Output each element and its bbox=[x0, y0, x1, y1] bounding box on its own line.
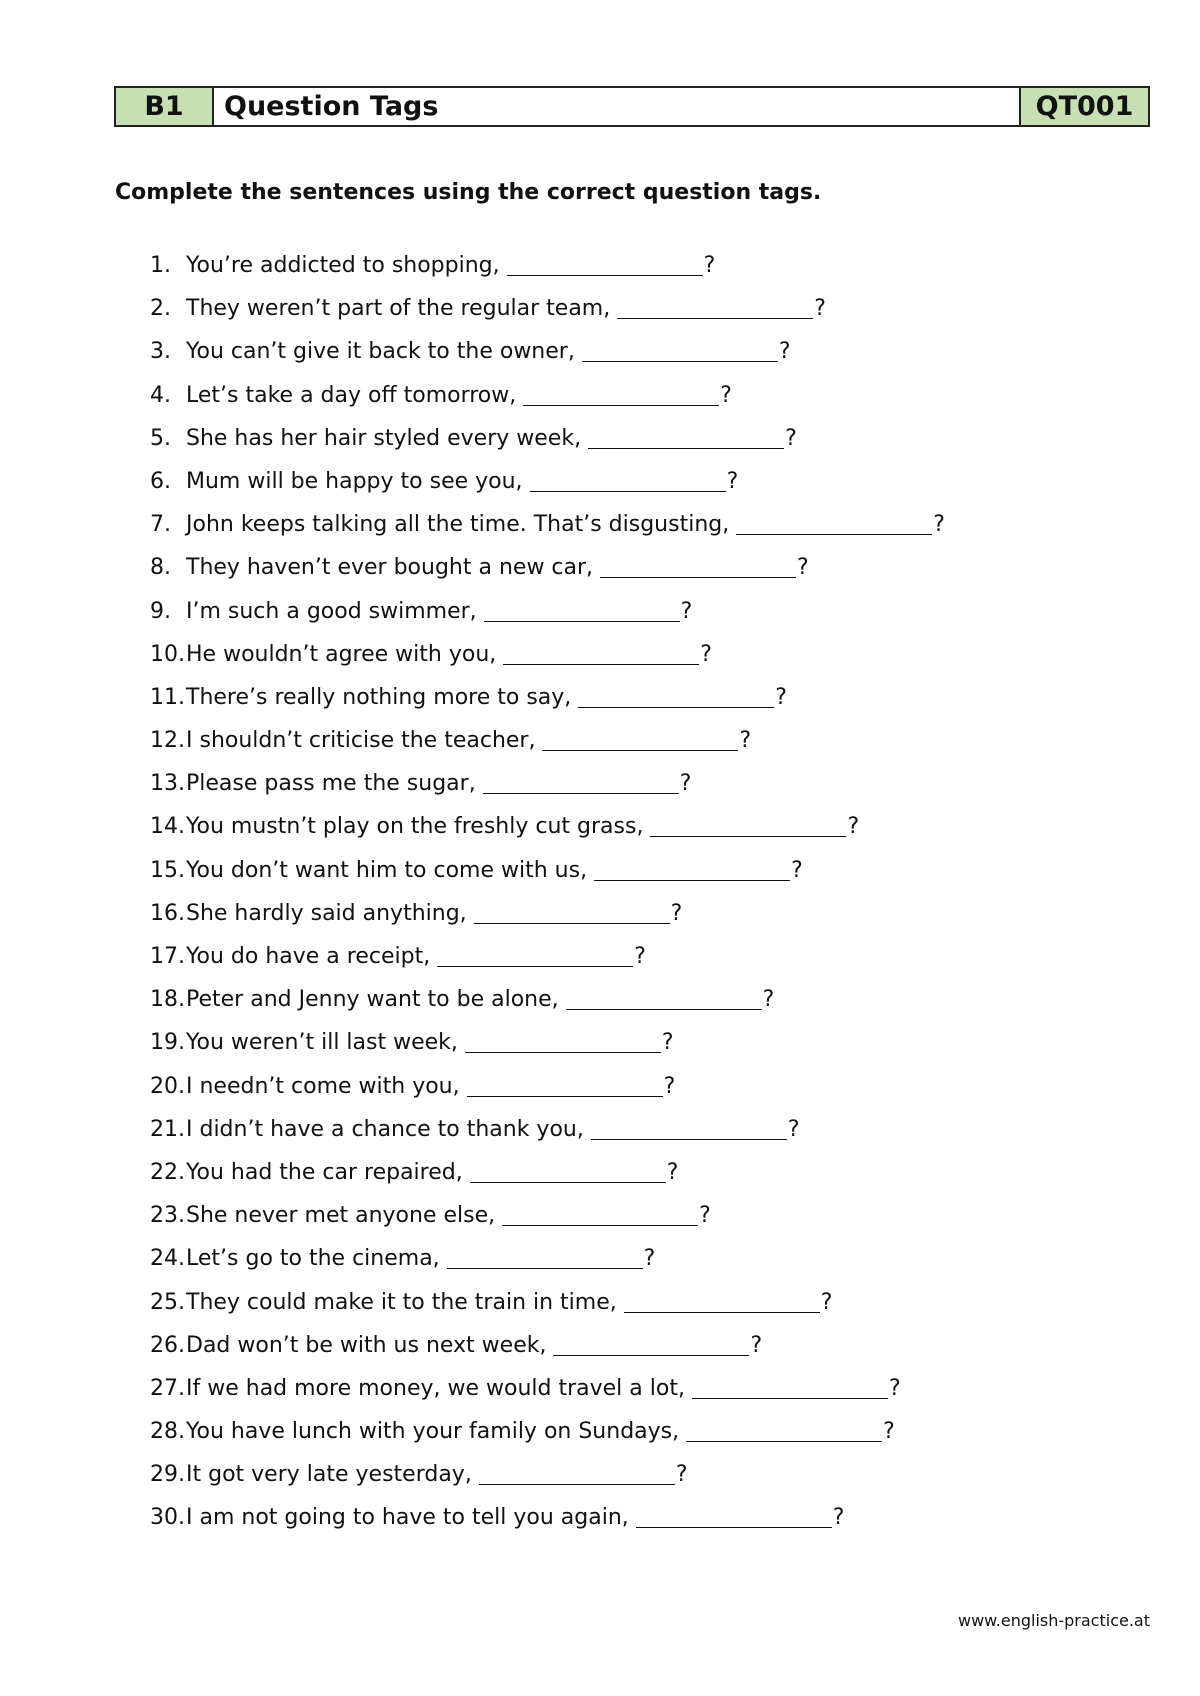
exercise-number: 21. bbox=[150, 1116, 185, 1142]
answer-blank[interactable] bbox=[470, 1164, 666, 1183]
exercise-number: 4. bbox=[150, 382, 171, 408]
exercise-number: 24. bbox=[150, 1246, 185, 1272]
question-mark: ? bbox=[785, 425, 797, 451]
exercise-item bbox=[150, 728, 945, 771]
exercise-number: 25. bbox=[150, 1289, 185, 1315]
answer-blank[interactable] bbox=[578, 689, 774, 708]
exercise-sentence: Let’s take a day off tomorrow, bbox=[186, 382, 517, 408]
exercise-sentence: I shouldn’t criticise the teacher, bbox=[186, 728, 536, 754]
exercise-item bbox=[150, 1333, 945, 1376]
worksheet-header bbox=[114, 86, 1150, 127]
exercise-item bbox=[150, 901, 945, 944]
question-mark: ? bbox=[778, 339, 791, 365]
exercise-item bbox=[150, 1246, 945, 1289]
exercise-item bbox=[150, 1462, 945, 1505]
answer-blank[interactable] bbox=[530, 473, 726, 492]
exercise-sentence: You weren’t ill last week, bbox=[186, 1030, 458, 1056]
instructions: Complete the sentences using the correct question tags. bbox=[115, 180, 822, 205]
answer-blank[interactable] bbox=[502, 1207, 698, 1226]
question-mark: ? bbox=[643, 1246, 656, 1272]
question-mark: ? bbox=[775, 684, 787, 710]
answer-blank[interactable] bbox=[588, 430, 784, 449]
exercise-item bbox=[150, 1074, 945, 1117]
exercise-item bbox=[150, 512, 945, 555]
answer-blank[interactable] bbox=[467, 1078, 663, 1097]
exercise-number: 8. bbox=[150, 555, 171, 581]
exercise-sentence: You have lunch with your family on Sundays, bbox=[186, 1419, 680, 1445]
answer-blank[interactable] bbox=[594, 862, 790, 881]
exercise-number: 7. bbox=[150, 512, 171, 538]
question-mark: ? bbox=[700, 641, 712, 667]
question-mark: ? bbox=[666, 1159, 679, 1185]
exercise-item bbox=[150, 1203, 945, 1246]
answer-blank[interactable] bbox=[523, 387, 719, 406]
exercise-number: 29. bbox=[150, 1462, 185, 1488]
exercise-sentence: You don’t want him to come with us, bbox=[186, 857, 588, 883]
exercise-item bbox=[150, 339, 945, 382]
worksheet-code: QT001 bbox=[1020, 87, 1149, 126]
exercise-sentence: They haven’t ever bought a new car, bbox=[186, 555, 594, 581]
exercise-number: 19. bbox=[150, 1030, 185, 1056]
question-mark: ? bbox=[634, 944, 646, 969]
answer-blank[interactable] bbox=[474, 905, 670, 924]
exercise-number: 11. bbox=[150, 684, 185, 710]
answer-blank[interactable] bbox=[447, 1250, 643, 1269]
question-mark: ? bbox=[750, 1332, 763, 1358]
exercise-sentence: She never met anyone else, bbox=[186, 1203, 496, 1229]
exercise-item bbox=[150, 858, 945, 901]
exercise-item bbox=[150, 814, 945, 857]
exercise-sentence: You mustn’t play on the freshly cut grass, bbox=[186, 814, 644, 840]
exercise-number: 12. bbox=[150, 728, 185, 754]
question-mark: ? bbox=[888, 1375, 901, 1401]
question-mark: ? bbox=[739, 728, 752, 754]
exercise-sentence: It got very late yesterday, bbox=[186, 1462, 472, 1488]
exercise-sentence: I needn’t come with you, bbox=[186, 1073, 460, 1099]
exercise-number: 15. bbox=[150, 857, 185, 883]
exercise-sentence: I am not going to have to tell you again, bbox=[186, 1505, 629, 1531]
exercise-sentence: He wouldn’t agree with you, bbox=[186, 641, 497, 667]
exercise-number: 28. bbox=[150, 1419, 185, 1445]
exercise-number: 13. bbox=[150, 771, 185, 797]
question-mark: ? bbox=[679, 771, 692, 797]
question-mark: ? bbox=[814, 296, 826, 322]
question-mark: ? bbox=[847, 814, 860, 840]
exercise-item bbox=[150, 469, 945, 512]
exercise-sentence: Peter and Jenny want to be alone, bbox=[186, 987, 559, 1013]
exercise-sentence: Mum will be happy to see you, bbox=[186, 468, 523, 494]
answer-blank[interactable] bbox=[483, 775, 679, 794]
exercise-sentence: I’m such a good swimmer, bbox=[186, 598, 477, 624]
exercise-number: 14. bbox=[150, 814, 185, 840]
exercise-number: 1. bbox=[150, 253, 171, 278]
exercise-item bbox=[150, 642, 945, 685]
question-mark: ? bbox=[675, 1462, 688, 1488]
exercise-sentence: She hardly said anything, bbox=[186, 900, 467, 926]
answer-blank[interactable] bbox=[479, 1466, 675, 1485]
exercise-item bbox=[150, 1030, 945, 1073]
exercise-item bbox=[150, 383, 945, 426]
exercise-number: 27. bbox=[150, 1375, 185, 1401]
exercise-sentence: She has her hair styled every week, bbox=[186, 425, 582, 451]
answer-blank[interactable] bbox=[503, 646, 699, 665]
exercise-sentence: You had the car repaired, bbox=[186, 1159, 463, 1185]
level-cell: B1 bbox=[115, 87, 213, 126]
exercise-number: 16. bbox=[150, 900, 185, 926]
question-mark: ? bbox=[832, 1505, 845, 1531]
exercise-sentence: They weren’t part of the regular team, bbox=[186, 296, 611, 322]
exercise-item bbox=[150, 771, 945, 814]
question-mark: ? bbox=[787, 1116, 800, 1142]
question-mark: ? bbox=[762, 987, 775, 1013]
exercise-item bbox=[150, 296, 945, 339]
exercise-sentence: Let’s go to the cinema, bbox=[186, 1246, 440, 1272]
question-mark: ? bbox=[791, 857, 803, 883]
question-mark: ? bbox=[680, 598, 693, 624]
footer-url: www.english-practice.at bbox=[957, 1611, 1150, 1630]
exercise-sentence: You can’t give it back to the owner, bbox=[186, 339, 575, 365]
exercise-item bbox=[150, 1117, 945, 1160]
exercise-item bbox=[150, 685, 945, 728]
exercise-item bbox=[150, 1376, 945, 1419]
exercise-number: 30. bbox=[150, 1505, 185, 1531]
exercise-item bbox=[150, 253, 945, 296]
question-mark: ? bbox=[670, 900, 683, 926]
exercise-item bbox=[150, 1160, 945, 1203]
question-mark: ? bbox=[726, 468, 739, 494]
answer-blank[interactable] bbox=[582, 343, 778, 362]
exercise-item bbox=[150, 1505, 945, 1548]
question-mark: ? bbox=[933, 512, 945, 538]
question-mark: ? bbox=[663, 1073, 676, 1099]
exercise-item bbox=[150, 987, 945, 1030]
answer-blank[interactable] bbox=[624, 1294, 820, 1313]
exercise-number: 22. bbox=[150, 1159, 185, 1185]
answer-blank[interactable] bbox=[591, 1121, 787, 1140]
exercise-number: 17. bbox=[150, 944, 185, 969]
exercise-number: 9. bbox=[150, 598, 171, 624]
exercise-sentence: You’re addicted to shopping, bbox=[186, 253, 500, 278]
answer-blank[interactable] bbox=[600, 559, 796, 578]
answer-blank[interactable] bbox=[636, 1509, 832, 1528]
exercise-number: 6. bbox=[150, 468, 171, 494]
exercise-sentence: Please pass me the sugar, bbox=[186, 771, 476, 797]
question-mark: ? bbox=[797, 555, 809, 581]
answer-blank[interactable] bbox=[553, 1337, 749, 1356]
exercise-number: 20. bbox=[150, 1073, 185, 1099]
question-mark: ? bbox=[703, 253, 716, 278]
answer-blank[interactable] bbox=[542, 732, 738, 751]
question-mark: ? bbox=[883, 1419, 895, 1445]
exercise-item bbox=[150, 555, 945, 598]
exercise-item bbox=[150, 1290, 945, 1333]
answer-blank[interactable] bbox=[566, 991, 762, 1010]
worksheet-title: Question Tags bbox=[213, 87, 1020, 126]
exercise-number: 2. bbox=[150, 296, 171, 322]
answer-blank[interactable] bbox=[484, 603, 680, 622]
question-mark: ? bbox=[661, 1030, 674, 1056]
exercise-sentence: I didn’t have a chance to thank you, bbox=[186, 1116, 584, 1142]
exercise-sentence: You do have a receipt, bbox=[186, 944, 431, 969]
exercise-number: 18. bbox=[150, 987, 185, 1013]
question-mark: ? bbox=[820, 1289, 833, 1315]
question-mark: ? bbox=[720, 382, 732, 408]
exercise-sentence: They could make it to the train in time, bbox=[186, 1289, 617, 1315]
answer-blank[interactable] bbox=[692, 1380, 888, 1399]
answer-blank[interactable] bbox=[465, 1034, 661, 1053]
answer-blank[interactable] bbox=[650, 818, 846, 837]
exercise-list bbox=[150, 253, 945, 1549]
answer-blank[interactable] bbox=[507, 257, 703, 276]
exercise-sentence: Dad won’t be with us next week, bbox=[186, 1332, 547, 1358]
exercise-item bbox=[150, 944, 945, 987]
exercise-item bbox=[150, 426, 945, 469]
exercise-number: 3. bbox=[150, 339, 171, 365]
exercise-sentence: If we had more money, we would travel a lot, bbox=[186, 1375, 685, 1401]
question-mark: ? bbox=[699, 1203, 711, 1229]
exercise-number: 5. bbox=[150, 425, 171, 451]
exercise-sentence: John keeps talking all the time. That’s disgusting, bbox=[186, 512, 730, 538]
exercise-number: 23. bbox=[150, 1203, 185, 1229]
exercise-number: 10. bbox=[150, 641, 185, 667]
exercise-item bbox=[150, 1419, 945, 1462]
header-row bbox=[115, 87, 1149, 126]
exercise-number: 26. bbox=[150, 1332, 185, 1358]
exercise-sentence: There’s really nothing more to say, bbox=[186, 684, 572, 710]
answer-blank[interactable] bbox=[617, 300, 813, 319]
answer-blank[interactable] bbox=[736, 516, 932, 535]
answer-blank[interactable] bbox=[686, 1423, 882, 1442]
exercise-item bbox=[150, 599, 945, 642]
answer-blank[interactable] bbox=[437, 948, 633, 967]
